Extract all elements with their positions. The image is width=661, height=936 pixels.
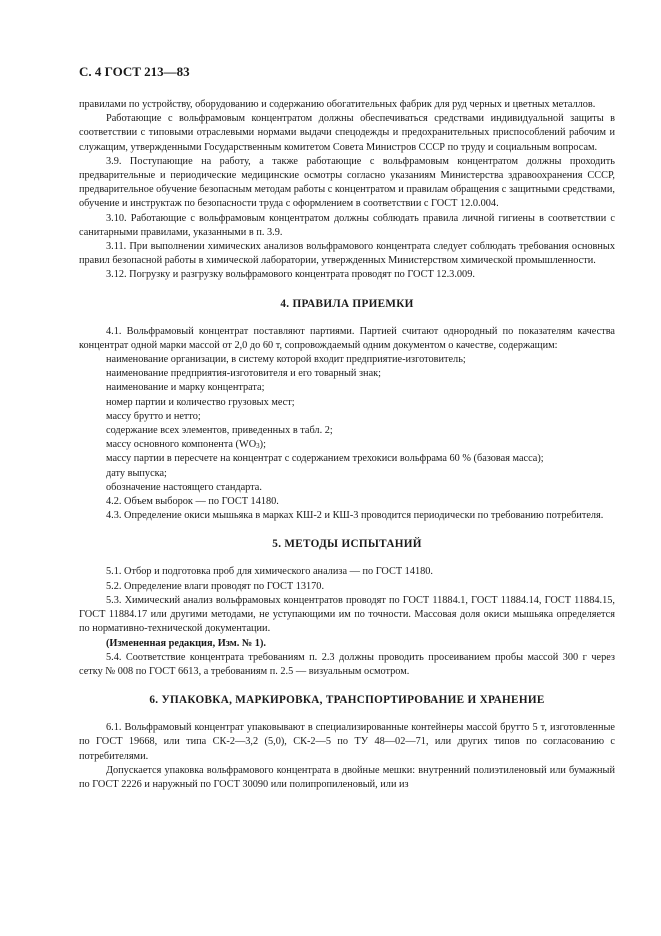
list-item: наименование предприятия-изготовителя и его товарный знак; [106,368,381,380]
amendment-note: (Измененная редакция, Изм. № 1). [106,637,266,649]
paragraph: массу партии в пересчете на концентрат с содержанием трехокиси вольфрама 60 % (базовая масса); [106,453,544,465]
list-item: наименование организации, в систему которой входит предприятие-изготовитель; [106,354,466,366]
paragraph: правилами по устройству, оборудованию и содержанию обогатительных фабрик для руд черных и цветных металлов. [79,99,596,110]
paragraph: 5.3. Химический анализ вольфрамовых концентратов проводят по ГОСТ 11884.1, ГОСТ 11884.14, ГОСТ 11884.15, ГОСТ 11884.17 или другими методами, не уступающими им по точности. Массовая доля окиси мышьяка определяется по нормативно-технической документации. [79,594,615,635]
document-body [79,98,615,792]
paragraph: 3.12. Погрузку и разгрузку вольфрамового концентрата проводят по ГОСТ 12.3.009. [106,269,475,281]
page-header: С. 4 ГОСТ 213—83 [79,64,190,79]
paragraph: 5.4. Соответствие концентрата требованиям п. 2.3 должны проводить просеиванием пробы массой 300 г через сетку № 008 по ГОСТ 6613, а требованиям п. 2.5 — визуальным осмотром. [79,651,615,677]
paragraph: Допускается упаковка вольфрамового концентрата в двойные мешки: внутренний полиэтиленовый или бумажный по ГОСТ 2226 и наружный по ГОСТ 30090 или полипропиленовый, или из [79,764,615,790]
section-heading: 6. УПАКОВКА, МАРКИРОВКА, ТРАНСПОРТИРОВАНИЕ И ХРАНЕНИЕ [149,694,545,707]
list-item: 5.1. Отбор и подготовка проб для химического анализа — по ГОСТ 14180. [106,566,433,578]
list-item: массу брутто и нетто; [106,410,201,422]
paragraph: 3.11. При выполнении химических анализов вольфрамового концентрата следует соблюдать требования основных правил безопасной работы в химической лаборатории, утвержденных Министерством химической промышленности. [79,241,615,267]
list-item: обозначение настоящего стандарта. [106,481,262,493]
list-item: дату выпуска; [106,467,167,479]
section-heading: 4. ПРАВИЛА ПРИЕМКИ [280,297,414,310]
list-item-text: ); [259,439,266,451]
paragraph: 4.1. Вольфрамовый концентрат поставляют партиями. Партией считают однородный по показателям качества концентрат одной марки массой от 2,0 до 60 т, сопровождаемый одним документом о качестве, содержащим: [79,325,615,351]
subscript: 3 [256,442,260,451]
list-item: 5.2. Определение влаги проводят по ГОСТ 13170. [106,580,325,592]
list-item [79,438,615,452]
list-item: 4.2. Объем выборок — по ГОСТ 14180. [106,496,279,508]
paragraph: 4.3. Определение окиси мышьяка в марках КШ-2 и КШ-3 проводится периодически по требованию потребителя. [106,510,604,522]
list-item: номер партии и количество грузовых мест; [106,396,295,408]
document-page [79,64,615,792]
paragraph: 6.1. Вольфрамовый концентрат упаковывают в специализированные контейнеры массой брутто 5 т, изготовленные по ГОСТ 19668, или типа СК-2—3,2 (5,0), СК-2—5 по ТУ 48—02—71, или других типов по согласованию с потребителями. [79,722,615,762]
paragraph: 3.9. Поступающие на работу, а также работающие с вольфрамовым концентратом должны проходить предварительные и периодические медицинские осмотры согласно указаниям Министерства здравоохранения СССР, предварительное обучение безопасным методам работы с концентратом и правилам обращения с защитными средствами, обучение и инструктаж по безопасности труда с оформлением в соответствии с ГОСТ 12.0.004. [79,155,615,210]
list-item: наименование и марку концентрата; [106,382,265,394]
list-item-text: массу основного компонента (WO [106,439,257,451]
paragraph: 3.10. Работающие с вольфрамовым концентратом должны соблюдать правила личной гигиены в соответствии с санитарными правилами, указанными в п. 3.9. [79,212,615,238]
list-item: содержание всех элементов, приведенных в табл. 2; [106,425,333,437]
section-heading: 5. МЕТОДЫ ИСПЫТАНИЙ [272,538,422,551]
paragraph: Работающие с вольфрамовым концентратом должны обеспечиваться средствами индивидуальной защиты в соответствии с типовыми отраслевыми нормами выдачи спецодежды и предохранительных приспособлений рабочим и служащим, утвержденными Государственным комитетом Совета Министров СССР по труду и социальным вопросам. [79,113,615,153]
